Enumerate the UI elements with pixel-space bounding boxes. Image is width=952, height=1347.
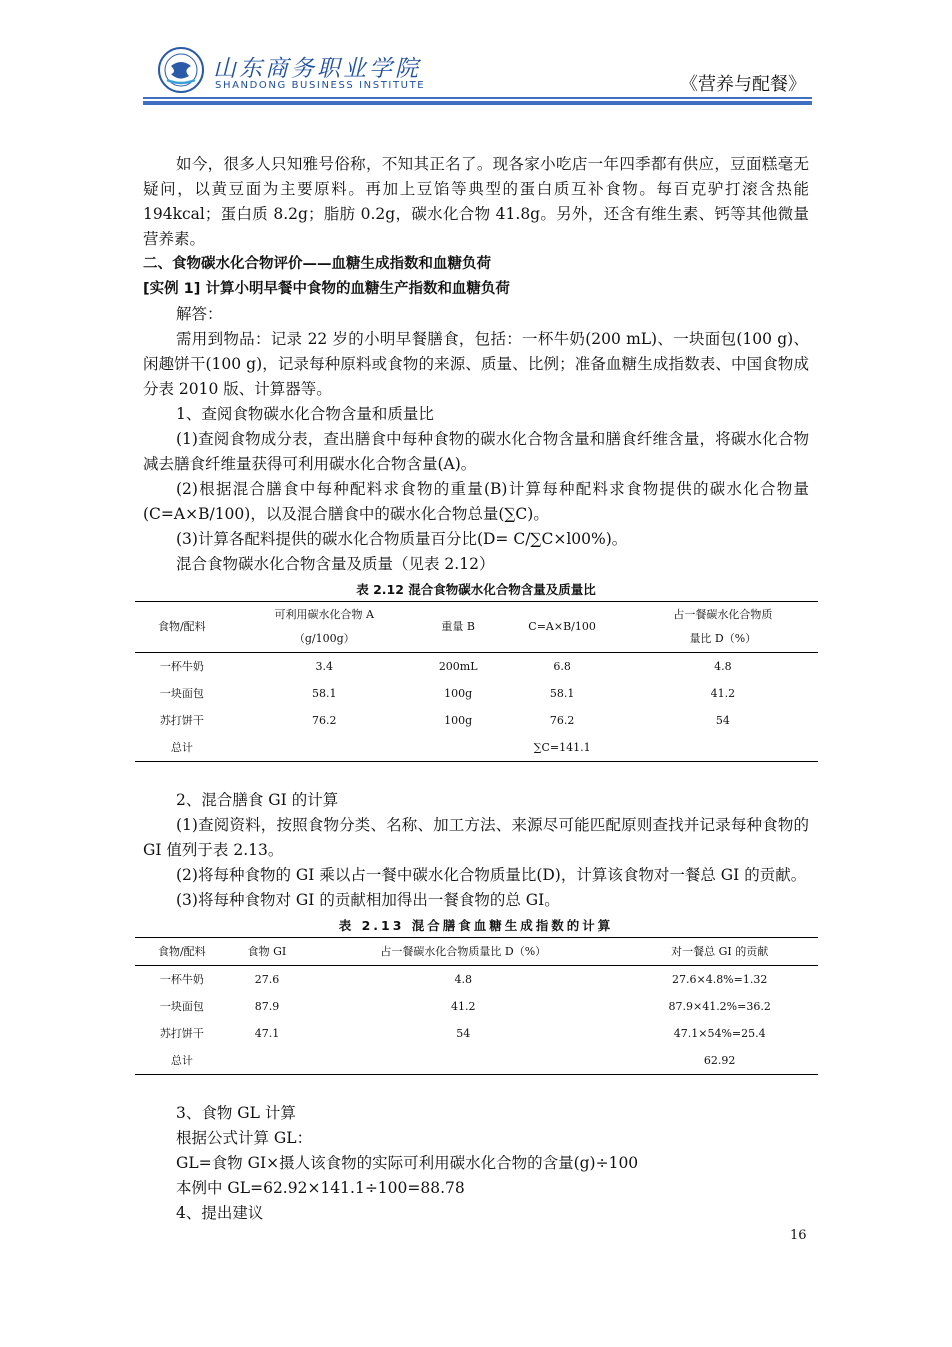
page-body	[143, 152, 809, 1226]
table-row: 苏打饼干 76.2 100g 76.2 54	[159, 714, 730, 727]
table-row: 一块面包 87.9 41.2 87.9×41.2%=36.2	[159, 1000, 771, 1013]
column-header: 对一餐总 GI 的贡献	[621, 938, 818, 966]
paragraph: (2)根据混合膳食中每种配料求食物的重量(B)计算每种配料求食物提供的碳水化合物量(C=A×B/100)，以及混合膳食中的碳水化合物总量(∑C)。	[143, 480, 809, 523]
book-title: 《营养与配餐》	[680, 74, 806, 95]
table-caption: 表 2.12 混合食物碳水化合物含量及质量比	[356, 582, 596, 597]
page-number: 16	[790, 1228, 807, 1243]
paragraph: (3)将每种食物对 GI 的贡献相加得出一餐食物的总 GI。	[176, 891, 560, 909]
table-row: 一杯牛奶 3.4 200mL 6.8 4.8	[159, 660, 732, 673]
column-header: 重量 B	[420, 602, 497, 653]
paragraph: (1)查阅食物成分表，查出膳食中每种食物的碳水化合物含量和膳食纤维含量，将碳水化合物减去膳食纤维量获得可利用碳水化合物含量(A)。	[143, 430, 809, 473]
carb-content-table	[135, 601, 818, 762]
paragraph: (3)计算各配料提供的碳水化合物质量百分比(D= C/∑C×l00%)。	[176, 530, 628, 548]
step-heading: 3、食物 GL 计算	[176, 1104, 296, 1122]
table-row: 一杯牛奶 27.6 4.8 27.6×4.8%=1.32	[159, 973, 768, 986]
answer-label: 解答：	[176, 305, 223, 323]
formula: GL=食物 GI×摄人该食物的实际可利用碳水化合物的含量(g)÷100	[176, 1154, 639, 1172]
table-row: 苏打饼干 47.1 54 47.1×54%=25.4	[159, 1027, 766, 1040]
table-total-row: 总计 ∑C=141.1	[170, 741, 591, 754]
school-logo-icon	[157, 46, 205, 94]
section-heading: 二、食物碳水化合物评价——血糖生成指数和血糖负荷	[143, 256, 491, 272]
table-row: 一块面包 58.1 100g 58.1 41.2	[159, 687, 736, 700]
gi-calc-table	[135, 937, 818, 1075]
paragraph: 根据公式计算 GL：	[176, 1129, 313, 1147]
school-name-cn: 山东商务职业学院	[213, 56, 421, 82]
paragraph: (1)查阅资料，按照食物分类、名称、加工方法、来源尽可能匹配原则查找并记录每种食物的 GI 值列于表 2.13。	[143, 816, 809, 859]
step-heading: 4、提出建议	[176, 1204, 264, 1222]
column-header: 食物/配料	[135, 602, 229, 653]
table-total-row: 总计 62.92	[170, 1054, 736, 1067]
paragraph: 如今，很多人只知雅号俗称，不知其正名了。现各家小吃店一年四季都有供应，豆面糕毫无疑问，以黄豆面为主要原料。再加上豆馅等典型的蛋白质互补食物。每百克驴打滚含热能 194kcal；蛋白质 8.2g；脂肪 0.2g，碳水化合物 41.8g。另外，还含有维生素、钙等其他微量营养素。	[143, 155, 809, 248]
table-caption: 表 2.13 混合膳食血糖生成指数的计算	[338, 918, 614, 933]
column-header: 占一餐碳水化合物质 量比 D（%）	[628, 602, 818, 653]
example-heading: [实例 1] 计算小明早餐中食物的血糖生产指数和血糖负荷	[143, 281, 510, 297]
formula-result: 本例中 GL=62.92×141.1÷100=88.78	[176, 1179, 465, 1197]
column-header: C=A×B/100	[497, 602, 628, 653]
column-header: 食物 GI	[229, 938, 306, 966]
column-header: 可利用碳水化合物 A （g/100g）	[229, 602, 420, 653]
page-header	[135, 30, 812, 105]
school-name-en: SHANDONG BUSINESS INSTITUTE	[215, 80, 426, 91]
header-rule	[143, 97, 812, 99]
step-heading: 2、混合膳食 GI 的计算	[176, 791, 339, 809]
paragraph: 需用到物品：记录 22 岁的小明早餐膳食，包括：一杯牛奶(200 mL)、一块面包(100 g)、闲趣饼干(100 g)，记录每种原料或食物的来源、质量、比例；准备血糖生成指数表、中国食物成分表 2010 版、计算器等。	[143, 330, 809, 398]
column-header: 食物/配料	[135, 938, 229, 966]
step-heading: 1、查阅食物碳水化合物含量和质量比	[176, 405, 434, 423]
header-rule-thick	[143, 101, 812, 105]
paragraph: (2)将每种食物的 GI 乘以占一餐中碳水化合物质量比(D)，计算该食物对一餐总 GI 的贡献。	[176, 866, 807, 884]
paragraph: 混合食物碳水化合物含量及质量（见表 2.12）	[176, 555, 495, 573]
column-header: 占一餐碳水化合物质量比 D（%）	[305, 938, 621, 966]
